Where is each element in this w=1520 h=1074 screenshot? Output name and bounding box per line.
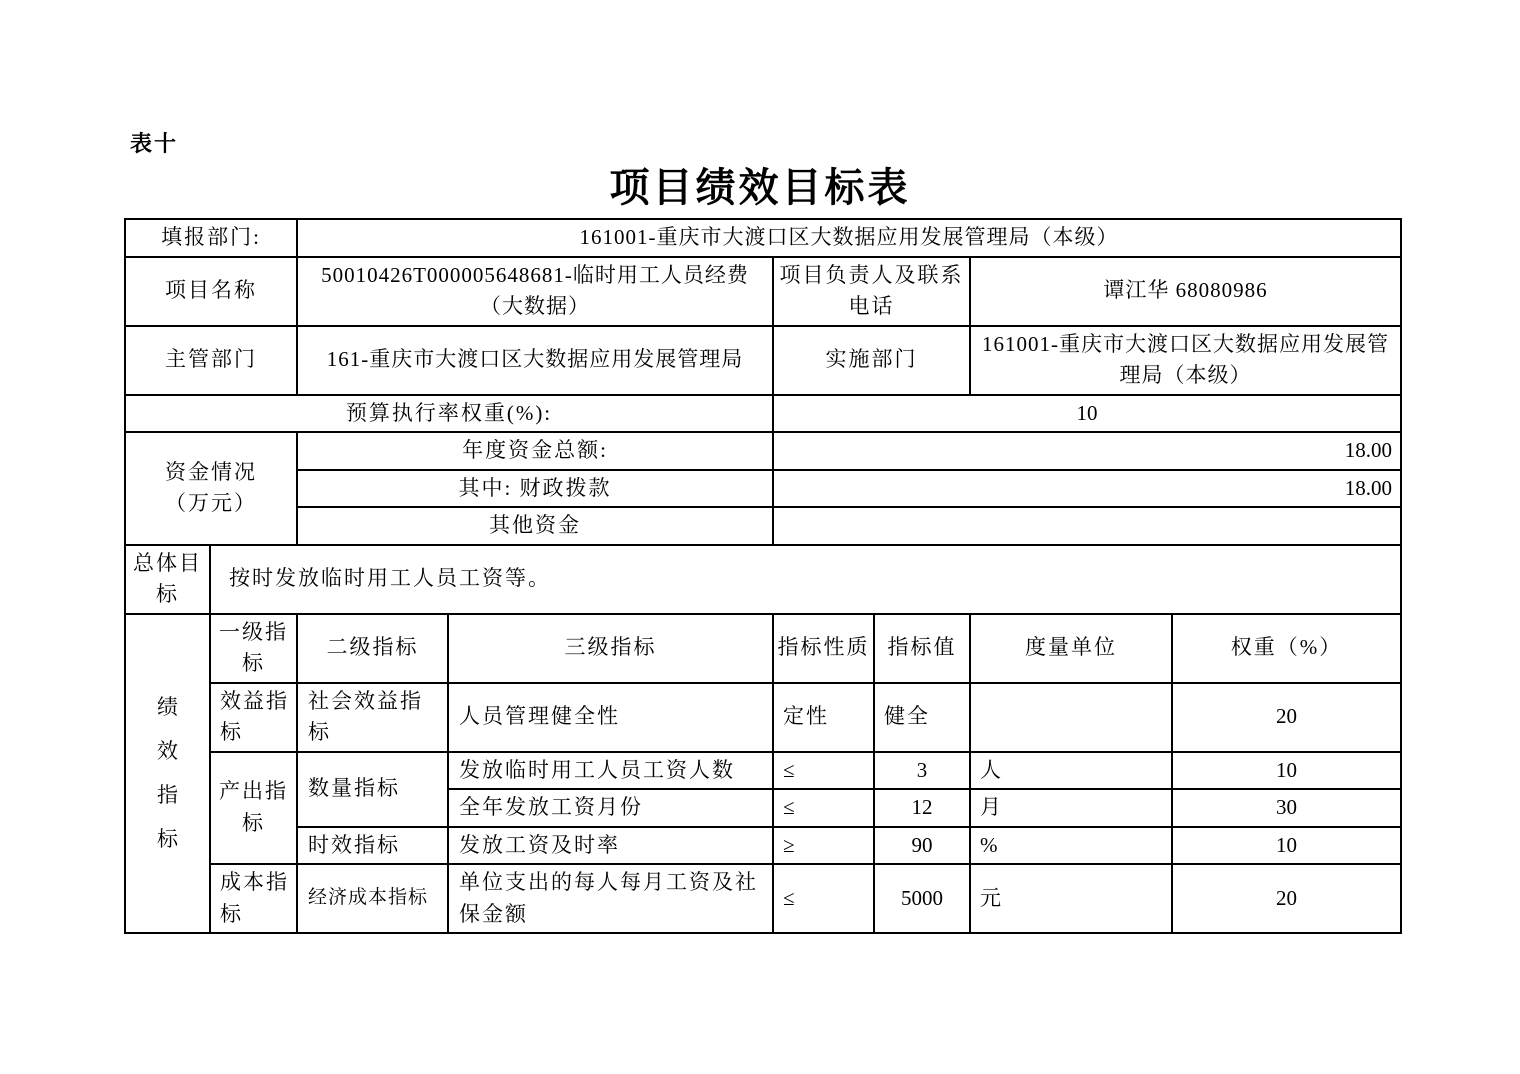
table-row xyxy=(125,827,1401,865)
level1-benefit: 效益指标 xyxy=(210,683,297,752)
overall-goal-value: 按时发放临时用工人员工资等。 xyxy=(210,545,1401,614)
level2-quantity: 数量指标 xyxy=(297,752,448,827)
table-row xyxy=(125,614,1401,683)
weight-20b: 20 xyxy=(1172,864,1401,933)
table-row xyxy=(125,752,1401,790)
level3-wage-months: 全年发放工资月份 xyxy=(448,789,773,827)
funding-label-line2: （万元） xyxy=(165,491,257,516)
table-row xyxy=(125,326,1401,395)
value-3: 3 xyxy=(874,752,970,790)
funding-label-line1: 资金情况 xyxy=(165,459,257,484)
header-nature: 指标性质 xyxy=(773,614,874,683)
level1-output: 产出指标 xyxy=(210,752,297,865)
value-5000: 5000 xyxy=(874,864,970,933)
table-row xyxy=(125,683,1401,752)
table-row xyxy=(125,864,1401,933)
budget-weight-value: 10 xyxy=(773,395,1401,433)
nature-lte-3: ≤ xyxy=(773,864,874,933)
report-dept-label: 填报部门: xyxy=(125,219,297,257)
supervisor-dept-label: 主管部门 xyxy=(125,326,297,395)
header-level1: 一级指标 xyxy=(210,614,297,683)
header-weight: 权重（%） xyxy=(1172,614,1401,683)
table-row xyxy=(125,395,1401,433)
table-row xyxy=(125,470,1401,508)
table-row xyxy=(125,257,1401,326)
project-name-value: 50010426T000005648681-临时用工人员经费（大数据） xyxy=(297,257,773,326)
header-unit: 度量单位 xyxy=(970,614,1172,683)
header-value: 指标值 xyxy=(874,614,970,683)
unit-person: 人 xyxy=(970,752,1172,790)
nature-gte: ≥ xyxy=(773,827,874,865)
nature-lte-2: ≤ xyxy=(773,789,874,827)
report-dept-value: 161001-重庆市大渡口区大数据应用发展管理局（本级） xyxy=(297,219,1401,257)
performance-target-table xyxy=(124,218,1402,934)
funding-item-other: 其他资金 xyxy=(297,507,773,545)
funding-value-total: 18.00 xyxy=(773,432,1401,470)
page-title: 项目绩效目标表 xyxy=(609,165,911,210)
weight-10a: 10 xyxy=(1172,752,1401,790)
value-90: 90 xyxy=(874,827,970,865)
weight-20: 20 xyxy=(1172,683,1401,752)
unit-empty xyxy=(970,683,1172,752)
level2-social-benefit: 社会效益指标 xyxy=(297,683,448,752)
funding-item-fiscal: 其中: 财政拨款 xyxy=(297,470,773,508)
project-name-label: 项目名称 xyxy=(125,257,297,326)
weight-30: 30 xyxy=(1172,789,1401,827)
funding-value-other xyxy=(773,507,1401,545)
weight-10b: 10 xyxy=(1172,827,1401,865)
indicators-side-label-text: 绩效指标 xyxy=(157,695,178,852)
budget-weight-label: 预算执行率权重(%): xyxy=(125,395,773,433)
unit-percent: % xyxy=(970,827,1172,865)
funding-item-total: 年度资金总额: xyxy=(297,432,773,470)
table-row xyxy=(125,545,1401,614)
manager-value: 谭江华 68080986 xyxy=(970,257,1401,326)
level3-wage-timely-rate: 发放工资及时率 xyxy=(448,827,773,865)
value-sound: 健全 xyxy=(874,683,970,752)
table-row xyxy=(125,432,1401,470)
nature-qualitative: 定性 xyxy=(773,683,874,752)
impl-dept-value: 161001-重庆市大渡口区大数据应用发展管理局（本级） xyxy=(970,326,1401,395)
nature-lte-1: ≤ xyxy=(773,752,874,790)
level2-timeliness: 时效指标 xyxy=(297,827,448,865)
unit-yuan: 元 xyxy=(970,864,1172,933)
value-12: 12 xyxy=(874,789,970,827)
table-row xyxy=(125,219,1401,257)
level2-economic-cost: 经济成本指标 xyxy=(297,864,448,933)
manager-label: 项目负责人及联系电话 xyxy=(773,257,970,326)
level3-wage-headcount: 发放临时用工人员工资人数 xyxy=(448,752,773,790)
overall-goal-label: 总体目标 xyxy=(125,545,210,614)
impl-dept-label: 实施部门 xyxy=(773,326,970,395)
table-row xyxy=(125,507,1401,545)
funding-value-fiscal: 18.00 xyxy=(773,470,1401,508)
level1-cost: 成本指标 xyxy=(210,864,297,933)
funding-label xyxy=(125,432,297,545)
unit-month: 月 xyxy=(970,789,1172,827)
indicators-side-label xyxy=(125,614,210,934)
doc-tag: 表十 xyxy=(130,131,179,156)
header-level3: 三级指标 xyxy=(448,614,773,683)
supervisor-dept-value: 161-重庆市大渡口区大数据应用发展管理局 xyxy=(297,326,773,395)
level3-personnel-mgmt: 人员管理健全性 xyxy=(448,683,773,752)
level3-monthly-wage-social: 单位支出的每人每月工资及社保金额 xyxy=(448,864,773,933)
header-level2: 二级指标 xyxy=(297,614,448,683)
